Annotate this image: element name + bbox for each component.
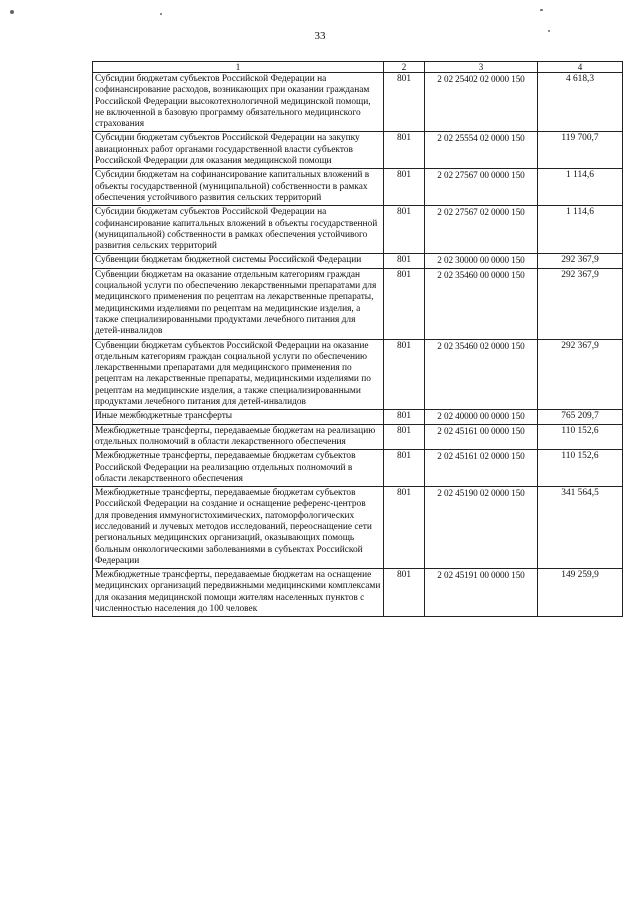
row-code-cell: 801	[384, 487, 425, 569]
row-code-cell: 801	[384, 339, 425, 410]
table-row	[93, 424, 623, 450]
row-name-cell: Субсидии бюджетам на софинансирование капитальных вложений в объекты государственной (муниципальной) собственности в рамках обеспечения устойчивого развития сельских территорий	[93, 169, 384, 206]
row-code-cell: 801	[384, 410, 425, 424]
row-amount-cell: 765 209,7	[538, 410, 623, 424]
table-row	[93, 169, 623, 206]
table-row	[93, 73, 623, 132]
scan-speck	[160, 13, 162, 15]
table-row	[93, 339, 623, 410]
row-code-cell: 801	[384, 132, 425, 169]
row-amount-cell: 1 114,6	[538, 206, 623, 254]
row-code-cell: 801	[384, 424, 425, 450]
row-kbk-cell: 2 02 35460 02 0000 150	[425, 339, 538, 410]
row-name-cell: Межбюджетные трансферты, передаваемые бюджетам субъектов Российской Федерации на реализацию отдельных полномочий в области лекарственного обеспечения	[93, 450, 384, 487]
scan-speck	[540, 9, 543, 11]
row-kbk-cell: 2 02 45191 00 0000 150	[425, 569, 538, 617]
row-kbk-cell: 2 02 45190 02 0000 150	[425, 487, 538, 569]
row-name-cell: Субсидии бюджетам субъектов Российской Федерации на закупку авиационных работ органами государственной власти субъектов Российской Федерации для оказания медицинской помощи	[93, 132, 384, 169]
row-amount-cell: 110 152,6	[538, 450, 623, 487]
row-name-cell: Субвенции бюджетам на оказание отдельным категориям граждан социальной услуги по обеспечению лекарственными препаратами для медицинского применения по рецептам на лекарственные препараты, медицинскими изделиями по рецептам на медицинские изделия, а также специализированными продуктами лечебного питания для детей-инвалидов	[93, 268, 384, 339]
table-row	[93, 410, 623, 424]
row-amount-cell: 292 367,9	[538, 254, 623, 268]
table-row	[93, 132, 623, 169]
row-code-cell: 801	[384, 450, 425, 487]
header-col-2: 2	[384, 62, 425, 73]
row-kbk-cell: 2 02 27567 02 0000 150	[425, 206, 538, 254]
page-number: 33	[314, 30, 326, 42]
row-code-cell: 801	[384, 206, 425, 254]
row-amount-cell: 149 259,9	[538, 569, 623, 617]
row-kbk-cell: 2 02 25554 02 0000 150	[425, 132, 538, 169]
table-header-row	[93, 62, 623, 73]
row-kbk-cell: 2 02 45161 02 0000 150	[425, 450, 538, 487]
table-row	[93, 254, 623, 268]
row-amount-cell: 341 564,5	[538, 487, 623, 569]
table-row	[93, 450, 623, 487]
row-name-cell: Межбюджетные трансферты, передаваемые бюджетам на реализацию отдельных полномочий в области лекарственного обеспечения	[93, 424, 384, 450]
table-row	[93, 268, 623, 339]
row-amount-cell: 119 700,7	[538, 132, 623, 169]
row-name-cell: Субвенции бюджетам бюджетной системы Российской Федерации	[93, 254, 384, 268]
row-kbk-cell: 2 02 30000 00 0000 150	[425, 254, 538, 268]
table-row	[93, 487, 623, 569]
row-code-cell: 801	[384, 73, 425, 132]
row-code-cell: 801	[384, 569, 425, 617]
scan-speck	[10, 10, 14, 14]
row-name-cell: Субвенции бюджетам субъектов Российской Федерации на оказание отдельным категориям граждан социальной услуги по обеспечению лекарственными препаратами для медицинского применения по рецептам на лекарственные препараты, медицинскими изделиями по рецептам на медицинские изделия, а также специализированными продуктами лечебного питания для детей-инвалидов	[93, 339, 384, 410]
row-name-cell: Субсидии бюджетам субъектов Российской Федерации на софинансирование капитальных вложений в объекты государственной (муниципальной) собственности в рамках обеспечения устойчивого развития сельских территорий	[93, 206, 384, 254]
table-row	[93, 206, 623, 254]
row-code-cell: 801	[384, 254, 425, 268]
row-amount-cell: 292 367,9	[538, 268, 623, 339]
row-name-cell: Субсидии бюджетам субъектов Российской Федерации на софинансирование расходов, возникающих при оказании гражданам Российской Федерации высокотехнологичной медицинской помощи, не включенной в базовую программу обязательного медицинского страхования	[93, 73, 384, 132]
row-kbk-cell: 2 02 25402 02 0000 150	[425, 73, 538, 132]
row-amount-cell: 110 152,6	[538, 424, 623, 450]
row-kbk-cell: 2 02 35460 00 0000 150	[425, 268, 538, 339]
header-col-4: 4	[538, 62, 623, 73]
budget-table	[92, 61, 623, 617]
row-name-cell: Иные межбюджетные трансферты	[93, 410, 384, 424]
row-name-cell: Межбюджетные трансферты, передаваемые бюджетам на оснащение медицинских организаций передвижными медицинскими комплексами для оказания медицинской помощи жителям населенных пунктов с численностью населения до 100 человек	[93, 569, 384, 617]
header-col-1: 1	[93, 62, 384, 73]
row-kbk-cell: 2 02 40000 00 0000 150	[425, 410, 538, 424]
row-amount-cell: 292 367,9	[538, 339, 623, 410]
row-amount-cell: 1 114,6	[538, 169, 623, 206]
row-kbk-cell: 2 02 27567 00 0000 150	[425, 169, 538, 206]
row-kbk-cell: 2 02 45161 00 0000 150	[425, 424, 538, 450]
row-code-cell: 801	[384, 268, 425, 339]
row-code-cell: 801	[384, 169, 425, 206]
row-name-cell: Межбюджетные трансферты, передаваемые бюджетам субъектов Российской Федерации на создание и оснащение референс-центров для проведения иммуногистохимических, патоморфологических исследований и лучевых методов исследований, переоснащение сети региональных медицинских организаций, оказывающих помощь больным онкологическими заболеваниями в субъектах Российской Федерации	[93, 487, 384, 569]
header-col-3: 3	[425, 62, 538, 73]
table-row	[93, 569, 623, 617]
row-amount-cell: 4 618,3	[538, 73, 623, 132]
